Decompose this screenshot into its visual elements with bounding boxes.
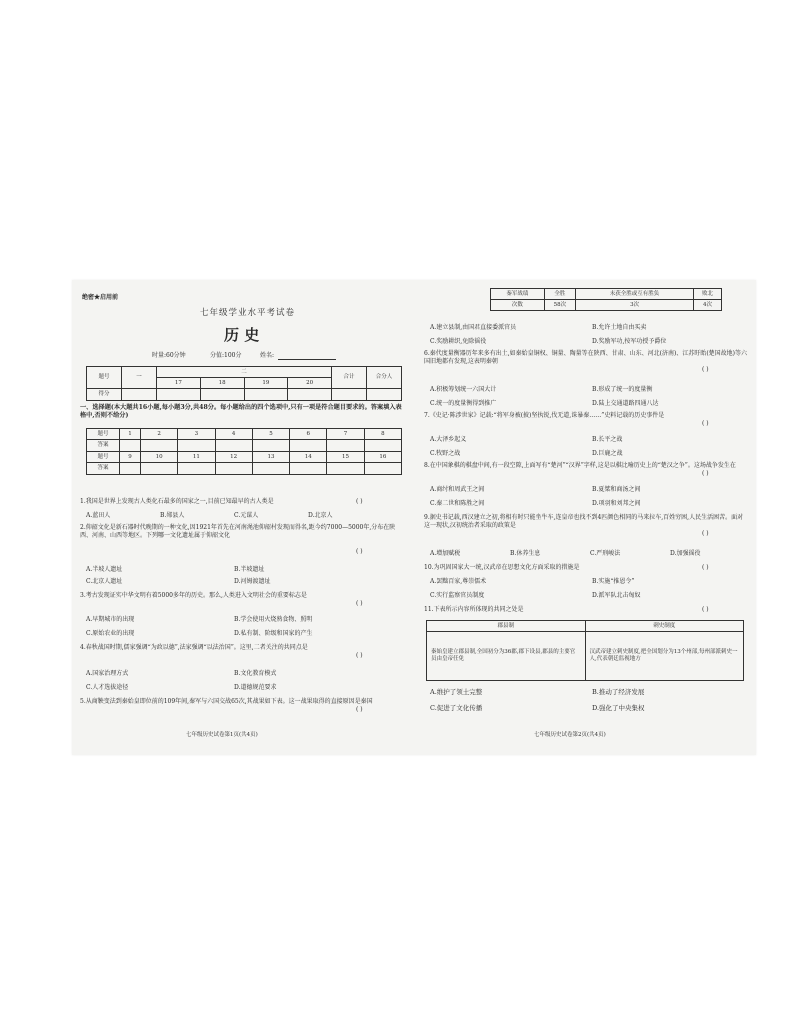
option-c[interactable]: C.实行监察官员制度 bbox=[430, 592, 485, 599]
option-a[interactable]: A.罢黜百家,尊崇儒术 bbox=[430, 578, 487, 585]
option-d[interactable]: D.巨鹿之战 bbox=[592, 450, 623, 457]
answer-header: 9 bbox=[120, 452, 141, 463]
score-entry[interactable] bbox=[200, 389, 244, 401]
option-a[interactable]: A.商纣和周武王之间 bbox=[430, 486, 485, 493]
answer-cell[interactable] bbox=[140, 463, 177, 475]
option-d[interactable]: D.河姆渡遗址 bbox=[234, 578, 271, 585]
score-cell: 合计 bbox=[332, 367, 367, 389]
option-d[interactable]: D.项羽和刘邦之间 bbox=[592, 500, 641, 507]
institution-cell: 汉武帝建立刺史制度,把全国划分为13个州部,每州部派刺史一人,代表朝廷监视地方 bbox=[585, 632, 744, 681]
question-6-stem: 6.秦代度量衡器历年来多有出土,如秦始皇铜权、铜量、陶量等在陕西、甘肃、山东、河北(济南)、江苏盱眙(楚国故地)等六国旧地都有发现,这表明秦朝 bbox=[424, 350, 747, 365]
option-b[interactable]: B.半坡遗址 bbox=[234, 566, 265, 573]
question-10-stem: 10.为巩固国家大一统,汉武帝在思想文化方面采取的措施是 bbox=[424, 564, 580, 571]
option-b[interactable]: B.文化教育模式 bbox=[234, 670, 277, 677]
option-d[interactable]: D.北京人 bbox=[308, 512, 333, 519]
answer-cell[interactable] bbox=[215, 440, 252, 452]
score-entry[interactable] bbox=[244, 389, 288, 401]
option-d[interactable]: D.道德规范要求 bbox=[234, 684, 277, 691]
option-c[interactable]: C.统一的度量衡得到推广 bbox=[430, 400, 497, 407]
score-entry[interactable] bbox=[332, 389, 367, 401]
secret-mark: 绝密★启用前 bbox=[82, 294, 119, 301]
score-entry[interactable] bbox=[288, 389, 332, 401]
answer-header: 15 bbox=[327, 452, 364, 463]
exam-sheet bbox=[72, 280, 756, 755]
answer-cell[interactable] bbox=[178, 440, 215, 452]
answer-table bbox=[86, 428, 402, 475]
answer-cell[interactable] bbox=[327, 440, 364, 452]
institution-table bbox=[426, 620, 744, 681]
result-header: 败北 bbox=[693, 289, 721, 300]
option-a[interactable]: A.半坡人遗址 bbox=[86, 566, 123, 573]
name-label: 姓名: bbox=[260, 352, 275, 359]
score-table bbox=[86, 366, 402, 401]
question-1-stem: 1.我国是世界上发现古人类化石最多的国家之一,目前已知最早的古人类是 bbox=[80, 498, 274, 505]
answer-paren: ( ) bbox=[356, 706, 363, 713]
question-4-stem: 4.春秋战国时期,儒家强调“为政以德”,法家强调“以法治国”。这里,二者关注的共同点是 bbox=[80, 644, 308, 651]
answer-paren: ( ) bbox=[702, 470, 709, 477]
exam-title: 七年级学业水平考试卷 bbox=[200, 308, 296, 318]
name-field[interactable] bbox=[278, 359, 336, 360]
answer-header: 2 bbox=[140, 429, 177, 440]
answer-cell[interactable] bbox=[327, 463, 364, 475]
score-entry[interactable] bbox=[367, 389, 402, 401]
answer-paren: ( ) bbox=[356, 652, 363, 659]
score-cell: 题号 bbox=[87, 367, 122, 389]
option-a[interactable]: A.维护了领土完整 bbox=[430, 688, 483, 696]
answer-paren: ( ) bbox=[356, 498, 363, 505]
question-11-stem: 11.下表所示内容所体现的共同之处是 bbox=[424, 606, 524, 613]
score-cell: 19 bbox=[244, 378, 288, 389]
score-cell: 合分人 bbox=[367, 367, 402, 389]
option-b[interactable]: B.长平之战 bbox=[592, 436, 623, 443]
answer-paren: ( ) bbox=[702, 420, 709, 427]
answer-header: 题号 bbox=[87, 429, 120, 440]
institution-header: 郡县制 bbox=[427, 621, 586, 632]
answer-header: 4 bbox=[215, 429, 252, 440]
result-value: 次数 bbox=[491, 300, 545, 311]
option-a[interactable]: A.早期城市的出现 bbox=[86, 616, 135, 623]
option-c[interactable]: C.秦二世和陈胜之间 bbox=[430, 500, 485, 507]
option-c[interactable]: C.牧野之战 bbox=[430, 450, 461, 457]
answer-paren: ( ) bbox=[702, 530, 709, 537]
option-d[interactable]: D.派军队北击匈奴 bbox=[592, 592, 641, 599]
score-cell: 一 bbox=[122, 367, 157, 389]
answer-cell[interactable] bbox=[140, 440, 177, 452]
exam-score: 分值:100分 bbox=[210, 352, 242, 359]
result-header: 秦军战绩 bbox=[491, 289, 545, 300]
answer-header: 13 bbox=[252, 452, 289, 463]
question-3-stem: 3.考古发现证实中华文明有着5000多年的历史。那么,人类进入文明社会的重要标志是 bbox=[80, 592, 307, 599]
answer-paren: ( ) bbox=[702, 606, 709, 613]
option-b[interactable]: B.休养生息 bbox=[510, 550, 541, 557]
result-value: 4次 bbox=[693, 300, 721, 311]
answer-cell[interactable] bbox=[290, 463, 327, 475]
answer-header: 题号 bbox=[87, 452, 120, 463]
section-1-instructions: 一、选择题(本大题共16小题,每小题3分,共48分。每小题给出的四个选项中,只有一项是符合题目要求的。答案填入表格中,否则不给分) bbox=[80, 404, 402, 420]
answer-cell[interactable] bbox=[364, 463, 401, 475]
option-b[interactable]: B.实施“推恩令” bbox=[592, 578, 635, 585]
option-b[interactable]: B.夏桀和商汤之间 bbox=[592, 486, 641, 493]
option-d[interactable]: D.陆上交通道路四通八达 bbox=[592, 400, 659, 407]
answer-paren: ( ) bbox=[702, 564, 709, 571]
question-2-stem: 2.仰韶文化是新石器时代晚期的一种文化,因1921年首先在河南渑池仰韶村发现而得名,距今约7000—5000年,分布在陕西、河南、山西等地区。下列哪一文化遗址属于仰韶文化 bbox=[80, 524, 396, 539]
option-d[interactable]: D.加强徭役 bbox=[670, 550, 701, 557]
score-cell: 18 bbox=[200, 378, 244, 389]
answer-header: 11 bbox=[178, 452, 215, 463]
option-c[interactable]: C.促进了文化传播 bbox=[430, 704, 483, 712]
answer-header: 12 bbox=[215, 452, 252, 463]
subject-title: 历 史 bbox=[224, 326, 260, 344]
question-7-stem: 7.《史记·陈涉世家》记载:“将军身被(披)坚执锐,伐无道,诛暴秦……”史料记载的历史事件是 bbox=[424, 412, 665, 419]
question-9-stem: 9.据史书记载,西汉建立之初,将相有时只能坐牛车,连皇帝也找不到4匹颜色相同的马来拉车,百姓穷困,人民生活困苦。面对这一现状,汉初统治者采取的政策是 bbox=[424, 514, 744, 529]
option-c[interactable]: C.元谋人 bbox=[234, 512, 259, 519]
battle-result-table bbox=[490, 288, 722, 311]
score-entry[interactable] bbox=[122, 389, 157, 401]
answer-row-label: 答案 bbox=[87, 440, 120, 452]
answer-header: 5 bbox=[252, 429, 289, 440]
answer-cell[interactable] bbox=[290, 440, 327, 452]
result-header: 全胜 bbox=[544, 289, 575, 300]
option-b[interactable]: B.允许土地自由买卖 bbox=[592, 324, 647, 331]
answer-row-label: 答案 bbox=[87, 463, 120, 475]
option-c[interactable]: C.北京人遗址 bbox=[86, 578, 123, 585]
answer-cell[interactable] bbox=[364, 440, 401, 452]
option-c[interactable]: C.人才选拔途径 bbox=[86, 684, 129, 691]
page-footer: 七年级历史试卷第2页(共4页) bbox=[534, 732, 606, 738]
score-cell: 得分 bbox=[87, 389, 122, 401]
result-value: 58次 bbox=[544, 300, 575, 311]
option-c[interactable]: C.严刑峻法 bbox=[590, 550, 621, 557]
score-cell: 二 bbox=[157, 367, 332, 378]
answer-header: 14 bbox=[290, 452, 327, 463]
answer-header: 6 bbox=[290, 429, 327, 440]
score-entry[interactable] bbox=[157, 389, 201, 401]
answer-cell[interactable] bbox=[252, 463, 289, 475]
answer-cell[interactable] bbox=[178, 463, 215, 475]
option-b[interactable]: B.形成了统一的度量衡 bbox=[592, 386, 653, 393]
answer-paren: ( ) bbox=[356, 600, 363, 607]
answer-header: 10 bbox=[140, 452, 177, 463]
answer-paren: ( ) bbox=[356, 548, 363, 555]
answer-paren: ( ) bbox=[702, 366, 709, 373]
question-5-stem: 5.从商鞅变法到秦始皇即位前的109年间,秦军与六国交战65次,其战果如下表。这一战果取得的直接原因是秦国 bbox=[80, 698, 373, 705]
option-a[interactable]: A.大泽乡起义 bbox=[430, 436, 467, 443]
institution-header: 刺史制度 bbox=[585, 621, 744, 632]
option-b[interactable]: B.学会使用火烧熟食物、照明 bbox=[234, 616, 313, 623]
option-b[interactable]: B.郧县人 bbox=[160, 512, 185, 519]
score-cell: 17 bbox=[157, 378, 201, 389]
exam-page-2 bbox=[424, 280, 749, 755]
answer-header: 1 bbox=[120, 429, 141, 440]
page-footer: 七年级历史试卷第1页(共4页) bbox=[186, 732, 258, 738]
answer-header: 7 bbox=[327, 429, 364, 440]
answer-cell[interactable] bbox=[215, 463, 252, 475]
result-value: 3次 bbox=[576, 300, 694, 311]
option-d[interactable]: D.私有制、阶级和国家的产生 bbox=[234, 630, 313, 637]
option-d[interactable]: D.奖励军功,按军功授予爵位 bbox=[592, 338, 667, 345]
question-8-stem: 8.在中国象棋的棋盘中间,有一段空隙,上面写有“楚河”“汉界”字样,这是以棋比喻历史上的“楚汉之争”。这场战争发生在 bbox=[424, 462, 736, 469]
answer-header: 3 bbox=[178, 429, 215, 440]
option-c[interactable]: C.原始农业的出现 bbox=[86, 630, 135, 637]
option-a[interactable]: A.增加赋税 bbox=[430, 550, 461, 557]
exam-time: 时量:60分钟 bbox=[152, 352, 186, 359]
option-b[interactable]: B.推动了经济发展 bbox=[592, 688, 645, 696]
institution-cell: 秦始皇建立郡县制,全国初分为36郡,郡下设县,郡县的主要官员由皇帝任免 bbox=[427, 632, 586, 681]
answer-cell[interactable] bbox=[252, 440, 289, 452]
answer-cell[interactable] bbox=[120, 440, 141, 452]
exam-page-1 bbox=[80, 280, 402, 755]
answer-header: 8 bbox=[364, 429, 401, 440]
option-a[interactable]: A.建立县制,由国君直接委派官员 bbox=[430, 324, 517, 331]
answer-header: 16 bbox=[364, 452, 401, 463]
result-header: 未获全胜或互有胜负 bbox=[576, 289, 694, 300]
option-a[interactable]: A.积极筹划统一六国大计 bbox=[430, 386, 497, 393]
option-a[interactable]: A.蓝田人 bbox=[86, 512, 111, 519]
answer-cell[interactable] bbox=[120, 463, 141, 475]
option-d[interactable]: D.强化了中央集权 bbox=[592, 704, 645, 712]
option-c[interactable]: C.奖励耕织,免除徭役 bbox=[430, 338, 487, 345]
score-cell: 20 bbox=[288, 378, 332, 389]
option-a[interactable]: A.国家治理方式 bbox=[86, 670, 129, 677]
